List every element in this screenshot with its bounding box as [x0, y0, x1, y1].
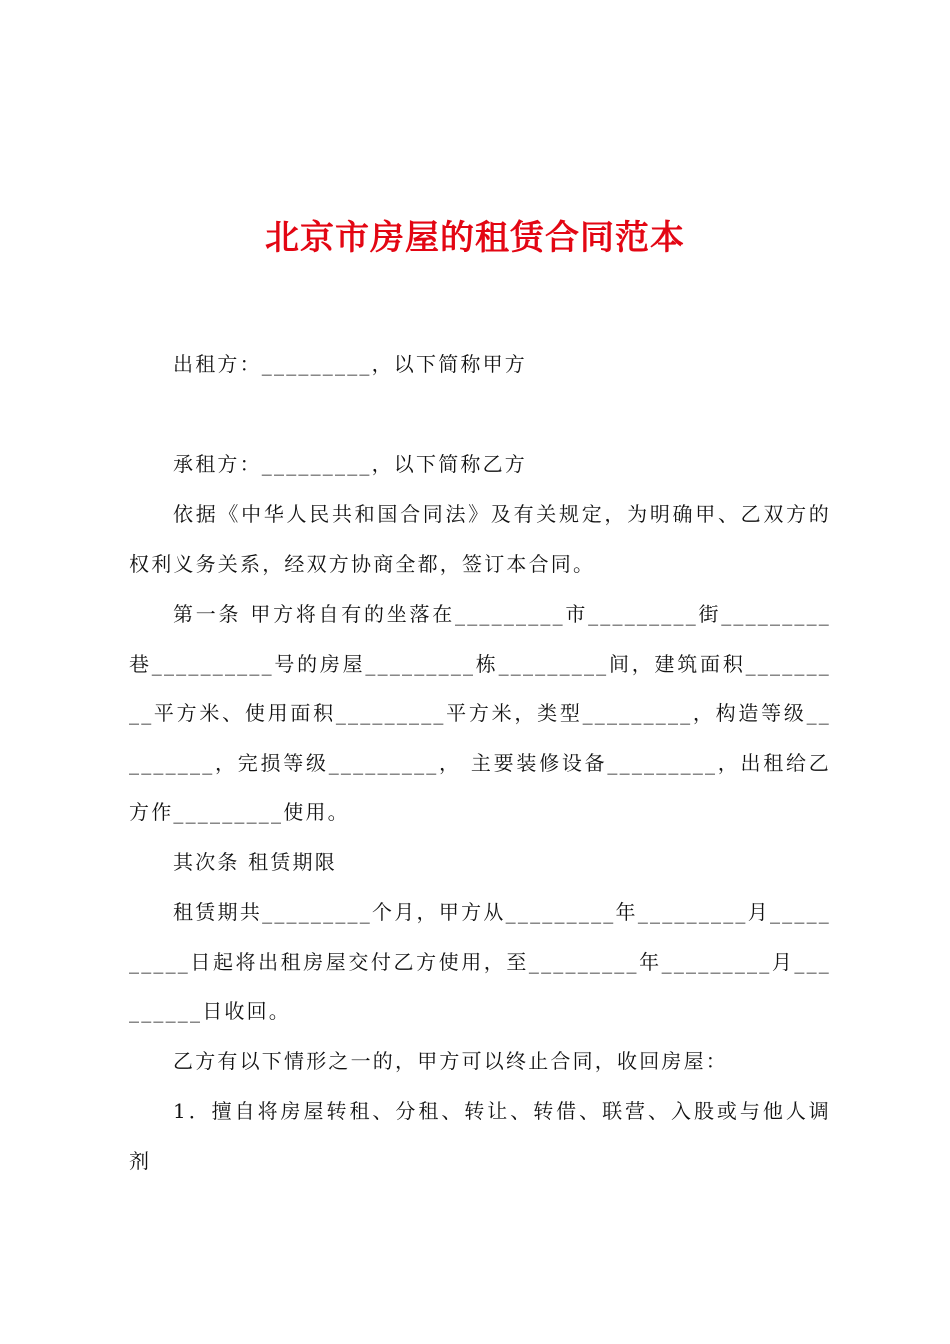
article-1-paragraph: 第一条 甲方将自有的坐落在_________市_________街_________巷__________号的房屋_________栋_________间，建筑面积_________平方米、使用面积_________平方米，类型_________，构造等级_________，完损等级_________， 主要装修设备_________，出租给乙方作_________使用。: [129, 602, 831, 825]
document-title: 北京市房屋的租赁合同范本: [265, 218, 685, 258]
termination-conditions-paragraph: 乙方有以下情形之一的，甲方可以终止合同，收回房屋：: [173, 1049, 728, 1073]
lease-term-paragraph: 租赁期共_________个月，甲方从_________年_________月__________日起将出租房屋交付乙方使用，至_________年_________月_________日收回。: [129, 900, 831, 1024]
basis-paragraph: 依据《中华人民共和国合同法》及有关规定，为明确甲、乙双方的权利义务关系，经双方协商全都，签订本合同。: [129, 502, 831, 576]
condition-item-1: 1．擅自将房屋转租、分租、转让、转借、联营、入股或与他人调剂: [129, 1099, 831, 1173]
article-2-heading: 其次条 租赁期限: [173, 850, 337, 874]
lessor-line: 出租方：_________，以下简称甲方: [173, 352, 527, 376]
lessee-line: 承租方：_________，以下简称乙方: [173, 452, 527, 476]
